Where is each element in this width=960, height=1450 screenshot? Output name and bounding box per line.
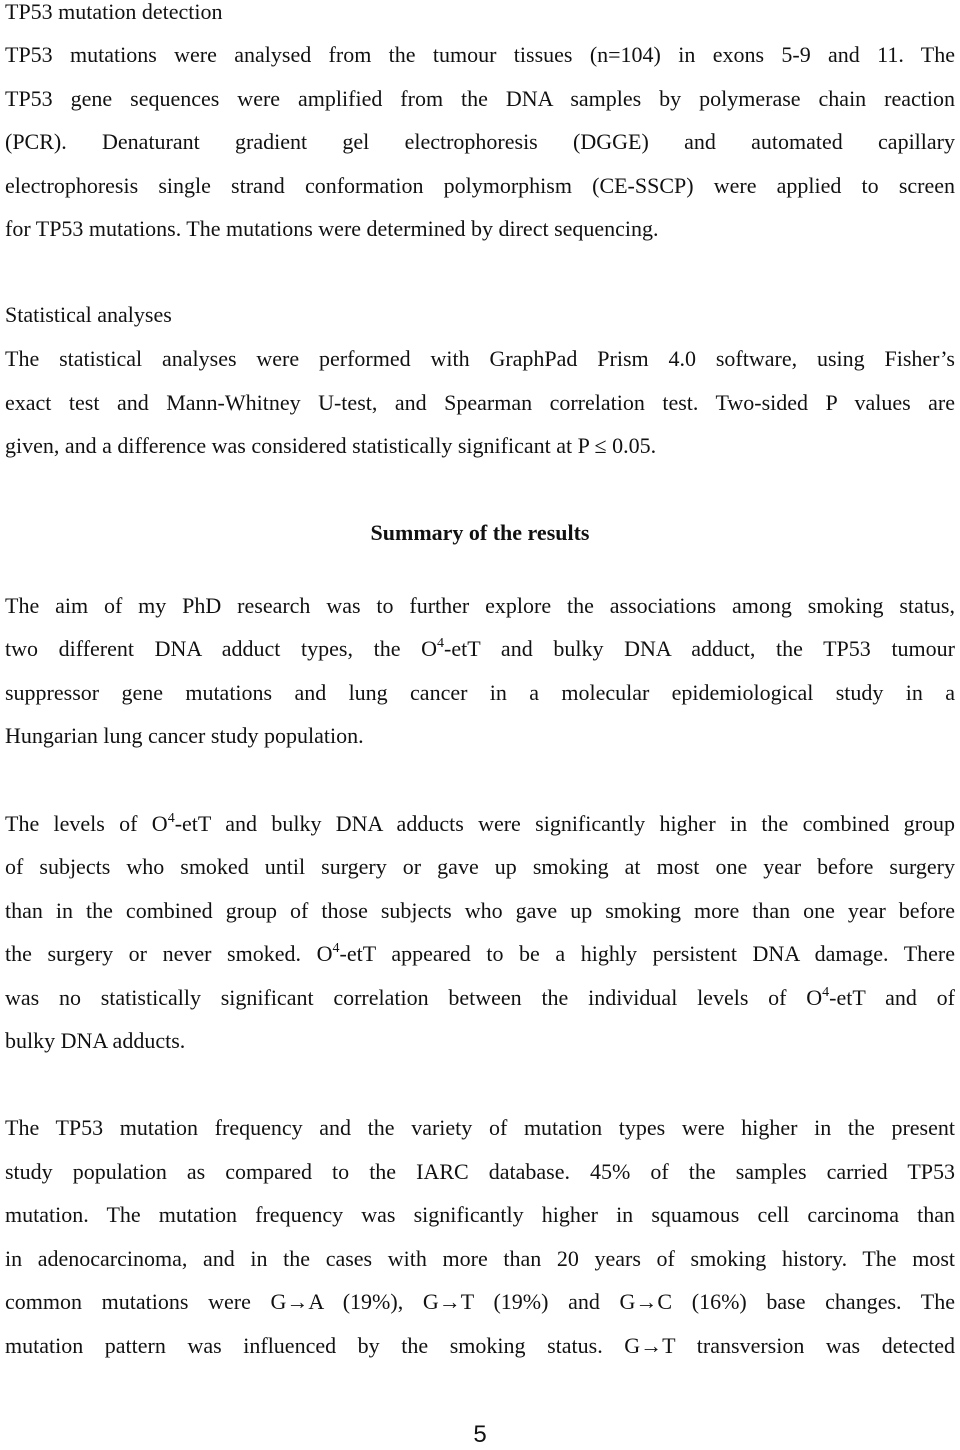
paragraph-line: (PCR). Denaturant gradient gel electrophoresis (DGGE) and automated capillary [5,129,955,154]
paragraph-line-with-superscript [5,984,955,1012]
paragraph-line: The aim of my PhD research was to further explore the associations among smoking status, [5,593,955,618]
paragraph-line: Hungarian lung cancer study population. [5,723,364,748]
text-fragment: -etT appeared to be a highly persistent DNA damage. There [339,941,956,966]
paragraph-line-with-superscript [5,810,955,838]
section-title-tp53-detection: TP53 mutation detection [5,0,223,24]
superscript: 4 [437,636,445,651]
superscript: 4 [822,985,830,1000]
paragraph-line: exact test and Mann-Whitney U-test, and Spearman correlation test. Two-sided P values are [5,390,955,415]
page-number: 5 [473,1421,487,1448]
text-fragment: -etT and of [829,985,955,1010]
paragraph-line: The TP53 mutation frequency and the variety of mutation types were higher in the present [5,1115,955,1140]
paragraph-line: for TP53 mutations. The mutations were determined by direct sequencing. [5,216,659,241]
superscript: 4 [332,941,340,956]
summary-heading: Summary of the results [370,520,590,545]
text-fragment: -etT and bulky DNA adducts were significantly higher in the combined group [174,811,955,836]
section-title-statistics: Statistical analyses [5,302,172,327]
text-fragment: -etT and bulky DNA adduct, the TP53 tumour [444,636,955,661]
text-fragment: the surgery or never smoked. O [5,941,333,966]
paragraph-line: bulky DNA adducts. [5,1028,186,1053]
superscript: 4 [167,811,175,826]
paragraph-line-with-superscript [5,940,955,968]
paragraph-line: mutation pattern was influenced by the smoking status. G→T transversion was detected [5,1333,955,1358]
paragraph-line-with-superscript [5,635,955,663]
paragraph-line: study population as compared to the IARC database. 45% of the samples carried TP53 [5,1159,955,1184]
paragraph-line: mutation. The mutation frequency was significantly higher in squamous cell carcinoma than [5,1202,955,1227]
paragraph-line: suppressor gene mutations and lung cancer in a molecular epidemiological study in a [5,680,955,705]
paragraph-line: in adenocarcinoma, and in the cases with more than 20 years of smoking history. The most [5,1246,955,1271]
paragraph-line: TP53 mutations were analysed from the tumour tissues (n=104) in exons 5-9 and 11. The [5,42,955,67]
paragraph-line: given, and a difference was considered statistically significant at P ≤ 0.05. [5,433,657,458]
text-fragment: The levels of O [5,811,168,836]
paragraph-line: The statistical analyses were performed with GraphPad Prism 4.0 software, using Fisher’s [5,346,955,371]
paragraph-line: than in the combined group of those subjects who gave up smoking more than one year before [5,898,955,923]
paragraph-line: of subjects who smoked until surgery or gave up smoking at most one year before surgery [5,854,955,879]
paragraph-line: TP53 gene sequences were amplified from the DNA samples by polymerase chain reaction [5,86,955,111]
paragraph-line: common mutations were G→A (19%), G→T (19%) and G→C (16%) base changes. The [5,1289,955,1314]
paragraph-line: electrophoresis single strand conformation polymorphism (CE-SSCP) were applied to screen [5,173,955,198]
text-fragment: two different DNA adduct types, the O [5,636,438,661]
text-fragment: was no statistically significant correlation between the individual levels of O [5,985,823,1010]
